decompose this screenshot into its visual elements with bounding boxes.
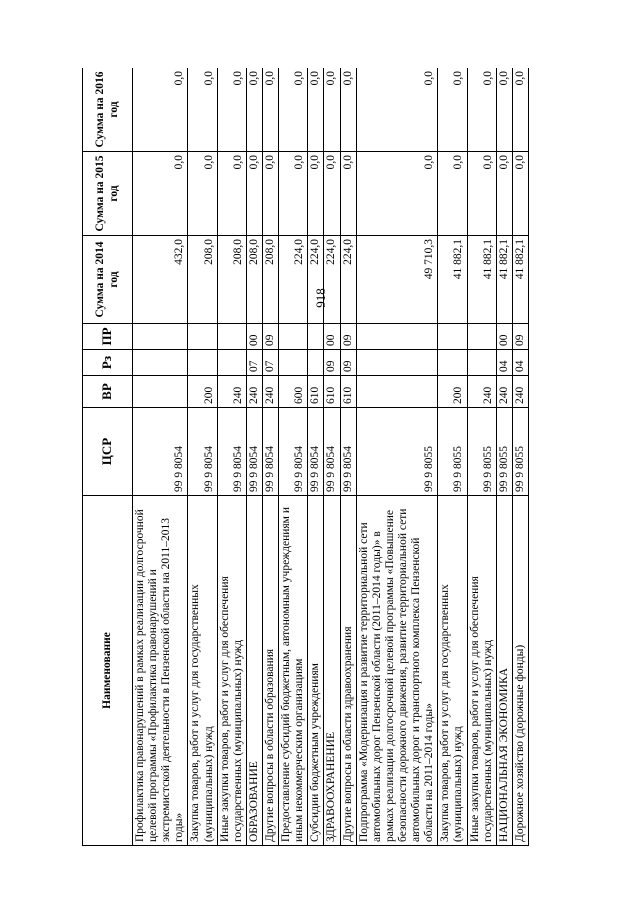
header-rz: Рз — [83, 350, 133, 376]
cell-pr — [188, 324, 217, 350]
cell-name: Подпрограмма «Модернизация и развитие территориальной сети автомобильных дорог Пензенской области (2011–2014 годы)» в рамках реализации долгосрочной целевой программы «Повышение безопасности дорожного движения, развитие территориальной сети автомобильных дорог и транспортного комплекса Пензенской области на 2011–2014 годы» — [356, 496, 438, 846]
cell-csr: 99 9 8054 — [279, 408, 308, 496]
cell-pr — [438, 324, 467, 350]
cell-pr — [356, 324, 438, 350]
cell-y2016: 0,0 — [217, 68, 246, 152]
header-2016: Сумма на 2016 год — [83, 68, 133, 152]
table-row — [438, 68, 467, 846]
cell-vr: 240 — [496, 376, 512, 408]
cell-y2014: 41 882,1 — [438, 236, 467, 324]
cell-rz — [217, 350, 246, 376]
cell-name: Другие вопросы в области здравоохранения — [340, 496, 356, 846]
cell-y2015: 0,0 — [356, 152, 438, 236]
cell-y2014: 41 882,1 — [496, 236, 512, 324]
cell-y2015: 0,0 — [246, 152, 262, 236]
cell-pr: 00 — [496, 324, 512, 350]
cell-y2015: 0,0 — [324, 152, 340, 236]
cell-vr: 610 — [340, 376, 356, 408]
cell-y2014: 208,0 — [217, 236, 246, 324]
cell-csr: 99 9 8054 — [246, 408, 262, 496]
table-row — [356, 68, 438, 846]
cell-vr: 200 — [438, 376, 467, 408]
header-csr: ЦСР — [83, 408, 133, 496]
cell-csr: 99 9 8055 — [467, 408, 496, 496]
table-row — [340, 68, 356, 846]
page-number: 918 — [313, 288, 328, 308]
cell-csr: 99 9 8054 — [217, 408, 246, 496]
cell-vr: 610 — [308, 376, 324, 408]
cell-y2015: 0,0 — [188, 152, 217, 236]
cell-rz — [467, 350, 496, 376]
cell-y2016: 0,0 — [246, 68, 262, 152]
budget-table — [82, 68, 529, 846]
cell-y2014: 41 882,1 — [512, 236, 528, 324]
cell-y2014: 208,0 — [262, 236, 278, 324]
header-vr: ВР — [83, 376, 133, 408]
cell-csr: 99 9 8055 — [356, 408, 438, 496]
cell-y2014: 224,0 — [279, 236, 308, 324]
table-row — [308, 68, 324, 846]
cell-name: Предоставление субсидий бюджетным, автономным учреждениям и иным некоммерческим организациям — [279, 496, 308, 846]
table-row — [188, 68, 217, 846]
cell-rz — [133, 350, 188, 376]
cell-y2016: 0,0 — [512, 68, 528, 152]
table-body — [133, 68, 529, 846]
cell-name: Субсидии бюджетным учреждениям — [308, 496, 324, 846]
cell-y2015: 0,0 — [217, 152, 246, 236]
cell-y2015: 0,0 — [133, 152, 188, 236]
cell-name: Закупка товаров, работ и услуг для государственных (муниципальных) нужд — [188, 496, 217, 846]
cell-y2016: 0,0 — [262, 68, 278, 152]
cell-name: Иные закупки товаров, работ и услуг для обеспечения государственных (муниципальных) нужд — [217, 496, 246, 846]
cell-y2016: 0,0 — [188, 68, 217, 152]
cell-y2015: 0,0 — [340, 152, 356, 236]
cell-y2014: 41 882,1 — [467, 236, 496, 324]
cell-rz: 04 — [496, 350, 512, 376]
cell-pr: 00 — [324, 324, 340, 350]
cell-y2016: 0,0 — [324, 68, 340, 152]
cell-csr: 99 9 8055 — [512, 408, 528, 496]
cell-y2015: 0,0 — [467, 152, 496, 236]
cell-rz: 04 — [512, 350, 528, 376]
cell-y2014: 49 710,3 — [356, 236, 438, 324]
table-row — [262, 68, 278, 846]
cell-y2015: 0,0 — [279, 152, 308, 236]
cell-y2015: 0,0 — [512, 152, 528, 236]
cell-name: НАЦИОНАЛЬНАЯ ЭКОНОМИКА — [496, 496, 512, 846]
cell-rz — [308, 350, 324, 376]
cell-csr: 99 9 8055 — [438, 408, 467, 496]
cell-rz: 07 — [262, 350, 278, 376]
cell-name: Профилактика правонарушений в рамках реализации долгосрочной целевой программы «Профилактика правонарушений и экстремистской деятельности в Пензенской области на 2011–2013 годы» — [133, 496, 188, 846]
cell-name: ЗДРАВООХРАНЕНИЕ — [324, 496, 340, 846]
cell-pr: 00 — [246, 324, 262, 350]
cell-vr: 240 — [467, 376, 496, 408]
header-pr: ПР — [83, 324, 133, 350]
cell-pr: 09 — [340, 324, 356, 350]
cell-y2014: 224,0 — [340, 236, 356, 324]
cell-y2016: 0,0 — [467, 68, 496, 152]
cell-vr: 610 — [324, 376, 340, 408]
cell-vr: 200 — [188, 376, 217, 408]
cell-csr: 99 9 8054 — [308, 408, 324, 496]
cell-vr: 240 — [246, 376, 262, 408]
cell-y2015: 0,0 — [308, 152, 324, 236]
table-row — [246, 68, 262, 846]
cell-y2016: 0,0 — [308, 68, 324, 152]
cell-rz: 07 — [246, 350, 262, 376]
cell-pr — [217, 324, 246, 350]
table-row — [279, 68, 308, 846]
cell-name: Другие вопросы в области образования — [262, 496, 278, 846]
cell-y2014: 208,0 — [246, 236, 262, 324]
cell-y2016: 0,0 — [356, 68, 438, 152]
table-row — [496, 68, 512, 846]
cell-y2014: 224,0 — [308, 236, 324, 324]
cell-pr: 09 — [262, 324, 278, 350]
cell-csr: 99 9 8054 — [133, 408, 188, 496]
cell-name: ОБРАЗОВАНИЕ — [246, 496, 262, 846]
cell-y2016: 0,0 — [279, 68, 308, 152]
cell-csr: 99 9 8055 — [496, 408, 512, 496]
cell-rz — [438, 350, 467, 376]
table-row — [133, 68, 188, 846]
rotated-page — [82, 68, 562, 846]
cell-rz: 09 — [340, 350, 356, 376]
cell-csr: 99 9 8054 — [324, 408, 340, 496]
cell-y2014: 208,0 — [188, 236, 217, 324]
cell-pr — [133, 324, 188, 350]
cell-y2015: 0,0 — [262, 152, 278, 236]
cell-pr — [467, 324, 496, 350]
cell-y2015: 0,0 — [496, 152, 512, 236]
table-row — [467, 68, 496, 846]
cell-rz: 09 — [324, 350, 340, 376]
cell-rz — [279, 350, 308, 376]
cell-vr — [356, 376, 438, 408]
cell-y2016: 0,0 — [133, 68, 188, 152]
cell-vr: 600 — [279, 376, 308, 408]
cell-name: Дорожное хозяйство (дорожные фонды) — [512, 496, 528, 846]
cell-pr — [279, 324, 308, 350]
cell-csr: 99 9 8054 — [262, 408, 278, 496]
table-row — [512, 68, 528, 846]
cell-name: Иные закупки товаров, работ и услуг для обеспечения государственных (муниципальных) нужд — [467, 496, 496, 846]
cell-pr: 09 — [512, 324, 528, 350]
cell-csr: 99 9 8054 — [340, 408, 356, 496]
cell-y2016: 0,0 — [496, 68, 512, 152]
cell-pr — [308, 324, 324, 350]
cell-y2014: 432,0 — [133, 236, 188, 324]
cell-y2015: 0,0 — [438, 152, 467, 236]
cell-csr: 99 9 8054 — [188, 408, 217, 496]
cell-vr: 240 — [512, 376, 528, 408]
cell-vr: 240 — [262, 376, 278, 408]
header-2014: Сумма на 2014 год — [83, 236, 133, 324]
cell-y2016: 0,0 — [340, 68, 356, 152]
cell-vr: 240 — [217, 376, 246, 408]
cell-y2016: 0,0 — [438, 68, 467, 152]
cell-rz — [356, 350, 438, 376]
table-row — [324, 68, 340, 846]
table-container — [82, 68, 562, 846]
cell-vr — [133, 376, 188, 408]
header-row — [83, 68, 133, 846]
header-name: Наименование — [83, 496, 133, 846]
header-2015: Сумма на 2015 год — [83, 152, 133, 236]
cell-rz — [188, 350, 217, 376]
table-row — [217, 68, 246, 846]
cell-name: Закупка товаров, работ и услуг для государственных (муниципальных) нужд — [438, 496, 467, 846]
cell-y2014: 224,0 — [324, 236, 340, 324]
